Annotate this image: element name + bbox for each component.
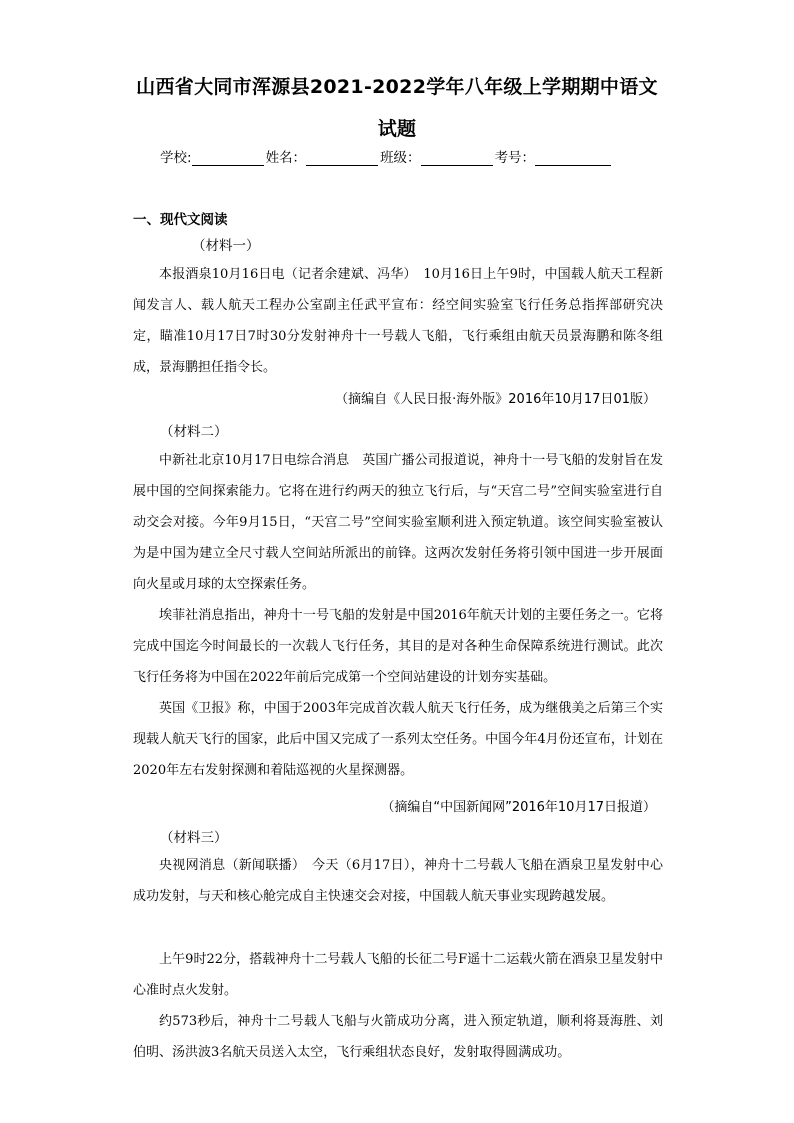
section-heading: 一、现代文阅读 <box>133 212 228 228</box>
material2-label: （材料二） <box>160 424 228 440</box>
material1-label: （材料一） <box>192 238 260 254</box>
material1-paragraph: 本报酒泉10月16日电（记者余建斌、冯华） 10月16日上午9时，中国载人航天工程新闻发言人、载人航天工程办公室副主任武平宣布：经空间实验室飞行任务总指挥部研究决定，瞄准10月17日7时30分发射神舟十一号载人飞船，飞行乘组由航天员景海鹏和陈冬组成，景海鹏担任指令长。 <box>133 267 663 375</box>
exam-title-line1: 山西省大同市浑源县2021-2022学年八年级上学期期中语文 <box>136 76 658 98</box>
material3-paragraph1: 央视网消息（新闻联播） 今天（6月17日），神舟十二号载人飞船在酒泉卫星发射中心成功发射，与天和核心舱完成自主快速交会对接，中国载人航天事业实现跨越发展。 <box>133 858 663 904</box>
school-label: 学校: <box>160 150 192 166</box>
exam-number-label: 考号： <box>494 150 536 166</box>
material3-paragraph2: 上午9时22分，搭载神舟十二号载人飞船的长征二号F遥十二运载火箭在酒泉卫星发射中心准时点火发射。 <box>133 952 663 998</box>
material2-paragraph1: 中新社北京10月17日电综合消息 英国广播公司报道说，神舟十一号飞船的发射旨在发展中国的空间探索能力。它将在进行约两天的独立飞行后，与“天宫二号”空间实验室进行自动交会对接。今年9月15日，“天宫二号”空间实验室顺利进入预定轨道。该空间实验室被认为是中国为建立全尺寸载人空间站所派出的前锋。这两次发射任务将引领中国进一步开展面向火星或月球的太空探索任务。 <box>133 453 663 592</box>
name-blank <box>306 151 378 166</box>
material3-label: （材料三） <box>160 830 228 846</box>
material2-paragraph2: 埃菲社消息指出，神舟十一号飞船的发射是中国2016年航天计划的主要任务之一。它将完成中国迄今时间最长的一次载人飞行任务，其目的是对各种生命保障系统进行测试。此次飞行任务将为中国在2022年前后完成第一个空间站建设的计划夯实基础。 <box>133 608 663 685</box>
material2-paragraph3: 英国《卫报》称，中国于2003年完成首次载人航天飞行任务，成为继俄美之后第三个实现载人航天飞行的国家，此后中国又完成了一系列太空任务。中国今年4月份还宣布，计划在2020年左右发射探测和着陆巡视的火星探测器。 <box>133 701 663 778</box>
class-blank <box>421 151 493 166</box>
school-blank <box>192 151 264 166</box>
exam-title-line2: 试题 <box>377 118 417 140</box>
student-info-row <box>160 146 680 166</box>
class-label: 班级： <box>380 150 421 166</box>
material2-source: （摘编自“中国新闻网”2016年10月17日报道） <box>381 800 656 815</box>
name-label: 姓名： <box>265 150 307 166</box>
material3-paragraph3: 约573秒后，神舟十二号载人飞船与火箭成功分离，进入预定轨道，顺利将聂海胜、刘伯明、汤洪波3名航天员送入太空，飞行乘组状态良好，发射取得圆满成功。 <box>133 1014 663 1060</box>
material1-source: （摘编自《人民日报·海外版》2016年10月17日01版） <box>335 392 656 407</box>
exam-number-blank <box>535 151 611 166</box>
